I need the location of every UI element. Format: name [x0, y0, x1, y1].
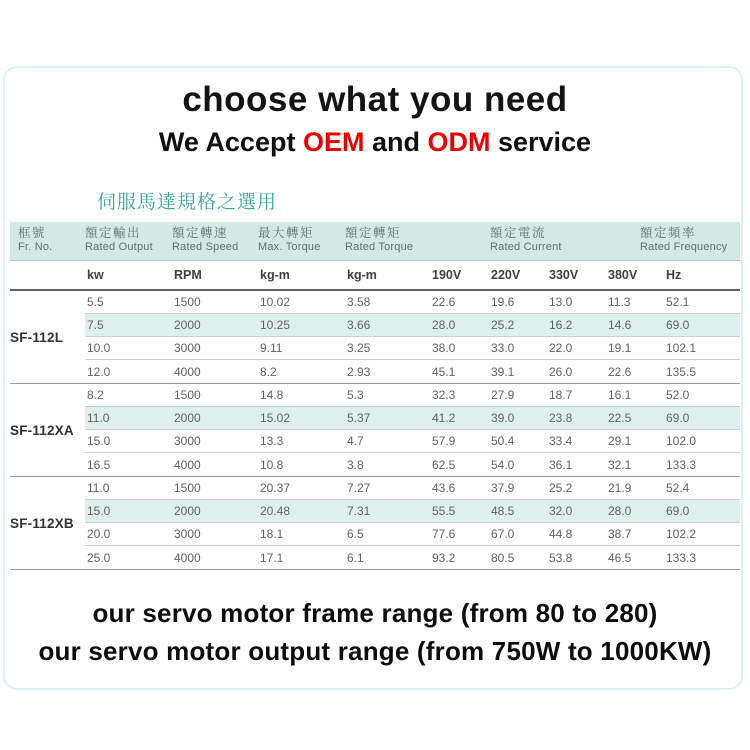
subtitle-text: We Accept	[158, 127, 303, 157]
table-cell: 102.0	[666, 434, 697, 448]
column-header	[490, 226, 562, 254]
table-cell: 16.1	[608, 388, 632, 402]
table-cell: 7.27	[347, 481, 371, 495]
unit-label: kg-m	[260, 268, 290, 282]
column-header-zh: 框號	[18, 226, 47, 240]
table-cell: 3000	[174, 341, 201, 355]
table-cell: 10.8	[260, 457, 284, 472]
table-row	[85, 360, 740, 383]
column-header-zh: 額定頻率	[640, 226, 697, 240]
unit-label: RPM	[174, 268, 202, 282]
table-cell: 2000	[174, 504, 201, 518]
subtitle-odm: ODM	[427, 127, 491, 157]
table-cell: 3.25	[347, 341, 371, 355]
table-cell: 13.3	[260, 434, 284, 448]
column-header-en: Fr. No.	[18, 241, 53, 254]
table-cell: 45.1	[432, 364, 456, 379]
table-cell: 8.2	[87, 388, 104, 402]
table-cell: 7.5	[87, 318, 104, 332]
table-cell: 5.37	[347, 411, 371, 425]
table-cell: 57.9	[432, 434, 456, 448]
table-cell: 5.3	[347, 388, 364, 402]
table-cell: 77.6	[432, 527, 456, 541]
table-cell: 25.2	[491, 318, 515, 332]
table-cell: 21.9	[608, 481, 632, 495]
table-cell: 93.2	[432, 550, 456, 565]
table-cell: 20.0	[87, 527, 111, 541]
table-cell: 3000	[174, 527, 201, 541]
table-row	[85, 384, 740, 407]
table-cell: 133.3	[666, 550, 697, 565]
table-cell: 32.1	[608, 457, 632, 472]
table-cell: 32.0	[549, 504, 573, 518]
table-cell: 55.5	[432, 504, 456, 518]
table-cell: 1500	[174, 481, 201, 495]
table-cell: 19.6	[491, 295, 515, 309]
table-cell: 4.7	[347, 434, 364, 448]
page-subtitle	[0, 127, 750, 158]
table-body	[10, 291, 740, 570]
table-cell: 69.0	[666, 318, 690, 332]
table-cell: 52.1	[666, 295, 690, 309]
table-cell: 102.1	[666, 341, 697, 355]
table-cell: 20.48	[260, 504, 291, 518]
table-cell: 2.93	[347, 364, 371, 379]
unit-label: 330V	[549, 268, 579, 282]
table-row	[85, 430, 740, 453]
subtitle-oem: OEM	[302, 127, 365, 157]
table-cell: 41.2	[432, 411, 456, 425]
table-row	[85, 546, 740, 569]
column-header-zh: 額定電流	[490, 226, 547, 240]
table-cell: 9.11	[260, 341, 283, 355]
table-cell: 46.5	[608, 550, 632, 565]
table-cell: 36.1	[549, 457, 573, 472]
table-cell: 22.6	[608, 364, 632, 379]
table-cell: 10.25	[260, 318, 291, 332]
table-cell: 3.8	[347, 457, 364, 472]
table-header-band	[10, 222, 740, 261]
column-header-en: Rated Current	[490, 241, 562, 254]
column-header-zh: 額定轉速	[172, 226, 229, 240]
model-label: SF-112L	[10, 329, 64, 345]
table-cell: 69.0	[666, 411, 690, 425]
model-group	[10, 384, 740, 477]
column-header	[85, 226, 153, 254]
unit-label: 220V	[491, 268, 521, 282]
table-cell: 48.5	[491, 504, 515, 518]
model-label: SF-112XB	[10, 515, 74, 531]
column-header-en: Rated Speed	[172, 241, 239, 254]
table-cell: 6.5	[347, 527, 364, 541]
table-row	[85, 291, 740, 314]
table-cell: 25.0	[87, 550, 111, 565]
table-cell: 28.0	[432, 318, 456, 332]
table-cell: 53.8	[549, 550, 573, 565]
column-header	[258, 226, 321, 254]
model-label: SF-112XA	[10, 422, 74, 438]
table-cell: 39.1	[491, 364, 515, 379]
table-cell: 28.0	[608, 504, 632, 518]
table-cell: 44.8	[549, 527, 573, 541]
table-cell: 52.0	[666, 388, 690, 402]
table-cell: 15.02	[260, 411, 291, 425]
table-cell: 2000	[174, 411, 201, 425]
subtitle-text: service	[490, 127, 592, 157]
column-header	[640, 226, 727, 254]
table-cell: 3000	[174, 434, 201, 448]
table-cell: 4000	[174, 364, 201, 379]
unit-label: 380V	[608, 268, 638, 282]
table-cell: 22.6	[432, 295, 456, 309]
table-row	[85, 407, 740, 430]
table-cell: 12.0	[87, 364, 111, 379]
table-cell: 39.0	[491, 411, 515, 425]
table-row	[85, 337, 740, 360]
table-cell: 38.7	[608, 527, 632, 541]
table-cell: 50.4	[491, 434, 515, 448]
table-cell: 18.1	[260, 527, 284, 541]
spec-table	[10, 222, 740, 570]
table-cell: 26.0	[549, 364, 573, 379]
column-header-en: Rated Torque	[345, 241, 414, 254]
table-cell: 52.4	[666, 481, 690, 495]
table-cell: 10.02	[260, 295, 291, 309]
table-row	[85, 523, 740, 546]
table-cell: 33.0	[491, 341, 515, 355]
table-section-title: 伺服馬達規格之選用	[97, 192, 278, 213]
table-cell: 1500	[174, 295, 201, 309]
table-cell: 8.2	[260, 364, 277, 379]
table-cell: 20.37	[260, 481, 291, 495]
footer-frame-range: our servo motor frame range (from 80 to 280)	[92, 598, 658, 628]
unit-label: kg-m	[347, 268, 377, 282]
table-cell: 135.5	[666, 364, 697, 379]
column-header-zh: 最大轉矩	[258, 226, 315, 240]
table-cell: 11.0	[87, 411, 110, 425]
table-cell: 37.9	[491, 481, 515, 495]
model-group	[10, 291, 740, 384]
table-cell: 22.5	[608, 411, 632, 425]
table-row	[85, 500, 740, 523]
table-row	[85, 453, 740, 476]
table-cell: 80.5	[491, 550, 515, 565]
column-header-zh: 額定轉矩	[345, 226, 402, 240]
table-cell: 133.3	[666, 457, 697, 472]
table-cell: 32.3	[432, 388, 456, 402]
table-cell: 15.0	[87, 434, 111, 448]
table-cell: 15.0	[87, 504, 111, 518]
table-cell: 11.3	[608, 295, 631, 309]
table-cell: 33.4	[549, 434, 573, 448]
table-units-row	[10, 261, 740, 291]
table-cell: 5.5	[87, 295, 104, 309]
table-cell: 18.7	[549, 388, 573, 402]
table-cell: 2000	[174, 318, 201, 332]
table-cell: 38.0	[432, 341, 456, 355]
column-header-en: Max. Torque	[258, 241, 321, 254]
table-cell: 27.9	[491, 388, 515, 402]
table-cell: 4000	[174, 457, 201, 472]
table-cell: 14.8	[260, 388, 284, 402]
column-header	[345, 226, 413, 254]
table-cell: 16.5	[87, 457, 111, 472]
column-header	[172, 226, 238, 254]
table-cell: 3.58	[347, 295, 371, 309]
table-row	[85, 314, 740, 337]
subtitle-text: and	[364, 127, 428, 157]
table-row	[85, 477, 740, 500]
table-cell: 7.31	[347, 504, 371, 518]
table-cell: 10.0	[87, 341, 111, 355]
table-cell: 102.2	[666, 527, 697, 541]
unit-label: kw	[87, 268, 104, 282]
footer-output-range: our servo motor output range (from 750W to 1000KW)	[38, 636, 712, 666]
page-title: choose what you need	[182, 80, 568, 119]
column-header-en: Rated Frequency	[640, 241, 728, 254]
column-header-en: Rated Output	[85, 241, 153, 254]
table-cell: 69.0	[666, 504, 690, 518]
table-cell: 1500	[174, 388, 201, 402]
table-cell: 4000	[174, 550, 201, 565]
table-cell: 54.0	[491, 457, 515, 472]
table-cell: 43.6	[432, 481, 456, 495]
table-cell: 23.8	[549, 411, 573, 425]
table-cell: 67.0	[491, 527, 515, 541]
table-cell: 3.66	[347, 318, 371, 332]
model-group	[10, 477, 740, 570]
table-cell: 6.1	[347, 550, 364, 565]
table-cell: 22.0	[549, 341, 573, 355]
unit-label: Hz	[666, 268, 682, 282]
table-cell: 25.2	[549, 481, 573, 495]
table-cell: 11.0	[87, 481, 110, 495]
table-cell: 13.0	[549, 295, 573, 309]
table-cell: 14.6	[608, 318, 632, 332]
table-cell: 16.2	[549, 318, 573, 332]
table-cell: 62.5	[432, 457, 456, 472]
column-header-zh: 額定輸出	[85, 226, 142, 240]
unit-label: 190V	[432, 268, 462, 282]
column-header	[18, 226, 52, 254]
table-cell: 19.1	[608, 341, 632, 355]
table-cell: 17.1	[260, 550, 284, 565]
table-cell: 29.1	[608, 434, 632, 448]
